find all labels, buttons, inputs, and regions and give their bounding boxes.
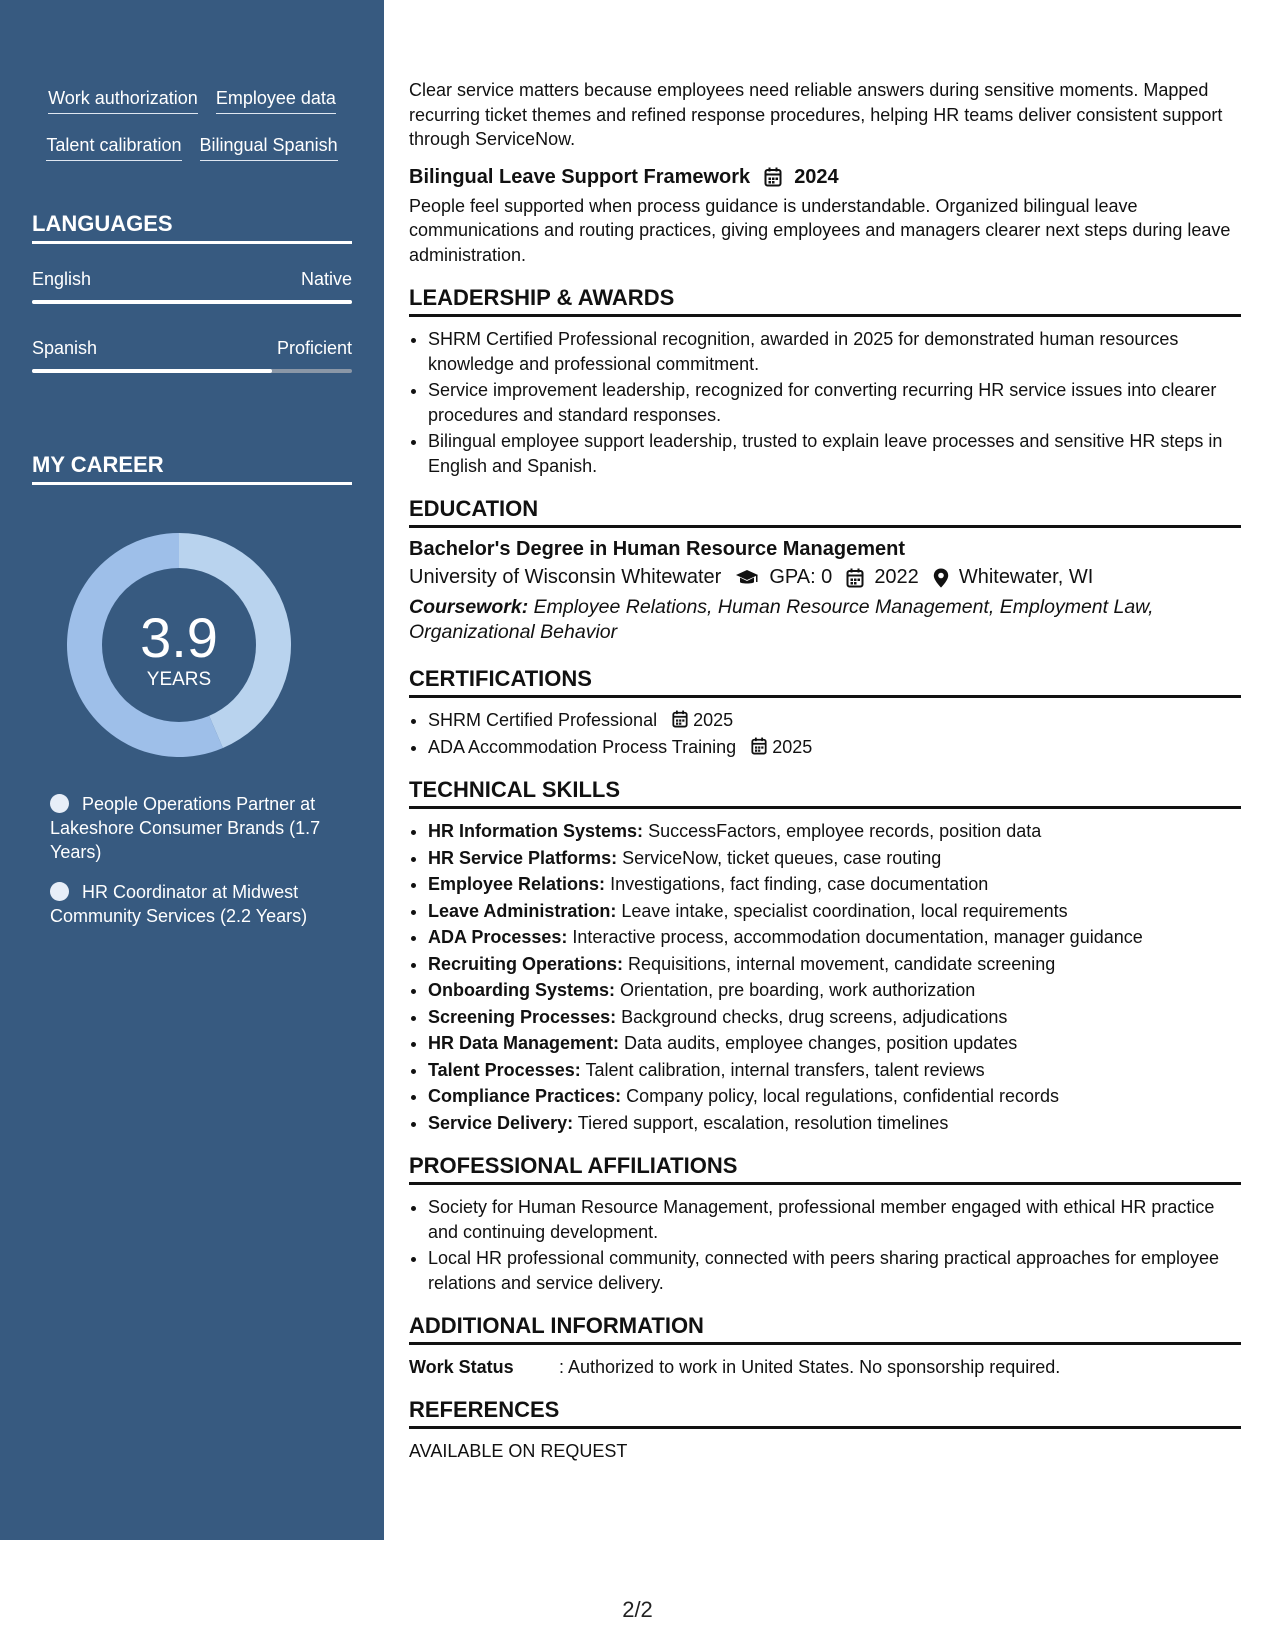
list-item: • Society for Human Resource Management, professional member engaged with ethical HR practice and continuing development. <box>428 1195 1241 1244</box>
calendar-icon <box>751 737 767 755</box>
work-status-value: : Authorized to work in United States. No sponsorship required. <box>559 1357 1061 1377</box>
language-bar-fill <box>32 369 272 373</box>
career-heading: MY CAREER <box>32 452 352 485</box>
project-title: Bilingual Leave Support Framework <box>409 165 751 188</box>
sidebar <box>0 0 384 1540</box>
school-name: University of Wisconsin Whitewater <box>409 566 722 588</box>
certifications-list <box>409 708 1241 759</box>
skill-label: HR Information Systems: <box>428 821 644 841</box>
language-item <box>32 269 352 304</box>
page-number: 2/2 <box>622 1597 653 1622</box>
skill-label: Talent Processes: <box>428 1059 581 1080</box>
skill-label: Onboarding Systems: <box>428 980 616 1000</box>
skill-item <box>428 952 1241 977</box>
skill-item <box>428 819 1241 844</box>
skill-value: Tiered support, escalation, resolution timelines <box>577 1112 949 1133</box>
skill-value: SuccessFactors, employee records, position data <box>648 821 1042 841</box>
list-item: • SHRM Certified Professional recognition, awarded in 2025 for demonstrated human resources knowledge and professional commitment. <box>428 327 1241 376</box>
certification-name: ADA Accommodation Process Training <box>428 736 737 757</box>
tag-row <box>32 133 352 161</box>
degree-title: Bachelor's Degree in Human Resource Management <box>409 538 906 560</box>
project-description: People feel supported when process guidance is understandable. Organized bilingual leave communications and routing practices, giving employees and managers clearer next steps during leave administration. <box>409 195 1231 265</box>
skill-item <box>428 978 1241 1003</box>
skill-tag: Employee data <box>216 86 336 114</box>
skill-label: ADA Processes: <box>428 927 568 947</box>
coursework <box>409 595 1241 644</box>
technical-skills-list <box>409 819 1241 1135</box>
skill-value: Background checks, drug screens, adjudications <box>621 1006 1008 1027</box>
calendar-icon <box>764 167 782 187</box>
project-year: 2024 <box>794 165 839 188</box>
skill-tags <box>32 86 352 180</box>
language-name: English <box>32 269 92 289</box>
tag-row <box>32 86 352 114</box>
technical-skills-heading: TECHNICAL SKILLS <box>409 777 1241 809</box>
career-total: 3.9 <box>140 606 218 669</box>
career-donut-chart <box>64 530 294 760</box>
list-item: • Service improvement leadership, recognized for converting recurring HR service issues into clearer procedures and standard responses. <box>428 378 1241 427</box>
references-text: AVAILABLE ON REQUEST <box>409 1441 628 1461</box>
certification-year: 2025 <box>772 736 813 757</box>
skill-tag: Work authorization <box>48 86 198 114</box>
coursework-label: Coursework: <box>409 596 529 618</box>
skill-value: ServiceNow, ticket queues, case routing <box>622 847 942 868</box>
skill-value: Orientation, pre boarding, work authorization <box>620 980 976 1000</box>
language-name: Spanish <box>32 338 98 358</box>
career-item-text: People Operations Partner at Lakeshore Consumer Brands (1.7 Years) <box>50 794 321 862</box>
skill-item <box>428 1031 1241 1056</box>
certification-item <box>428 735 1241 760</box>
language-level: Proficient <box>276 338 352 358</box>
skill-value: Data audits, employee changes, position updates <box>624 1033 1018 1053</box>
certifications-heading: CERTIFICATIONS <box>409 666 1241 698</box>
references-heading: REFERENCES <box>409 1397 1241 1429</box>
career-item <box>50 880 350 928</box>
skill-item <box>428 899 1241 924</box>
list-item: • Local HR professional community, connected with peers sharing practical approaches for employee relations and service delivery. <box>428 1246 1241 1295</box>
skill-label: Recruiting Operations: <box>428 953 624 974</box>
skill-value: Interactive process, accommodation documentation, manager guidance <box>572 927 1143 947</box>
affiliations-list <box>409 1195 1241 1295</box>
skill-label: Leave Administration: <box>428 900 617 921</box>
language-bar-fill <box>32 300 352 304</box>
skill-label: Service Delivery: <box>428 1112 574 1133</box>
skill-label: HR Data Management: <box>428 1033 620 1053</box>
work-status-row <box>409 1355 1241 1379</box>
skill-item <box>428 1005 1241 1030</box>
list-item: • Bilingual employee support leadership, trusted to explain leave processes and sensitive HR steps in English and Spanish. <box>428 429 1241 478</box>
education-details <box>409 566 1241 589</box>
certification-item <box>428 708 1241 733</box>
skill-value: Investigations, fact finding, case documentation <box>610 874 989 894</box>
map-pin-icon <box>933 568 949 588</box>
certification-year: 2025 <box>693 710 734 730</box>
calendar-icon <box>672 710 688 728</box>
coursework-list: Employee Relations, Human Resource Management, Employment Law, Organizational Behavior <box>409 596 1154 643</box>
skill-value: Requisitions, internal movement, candidate screening <box>628 953 1056 974</box>
skill-item <box>428 1058 1241 1083</box>
skill-item <box>428 872 1241 897</box>
work-status-label: Work Status <box>409 1357 514 1377</box>
intro-paragraph: Clear service matters because employees need reliable answers during sensitive moments. Mapped recurring ticket themes and refined response procedures, helping HR teams deliver consistent support through ServiceNow. <box>409 80 1223 149</box>
calendar-icon <box>846 568 864 588</box>
skill-item <box>428 1084 1241 1109</box>
skill-label: Employee Relations: <box>428 874 606 894</box>
language-bar <box>32 300 352 304</box>
language-level: Native <box>300 269 352 289</box>
graduation-year: 2022 <box>874 566 919 588</box>
skill-tag: Talent calibration <box>46 133 181 161</box>
language-bar <box>32 369 352 373</box>
affiliations-heading: PROFESSIONAL AFFILIATIONS <box>409 1153 1241 1185</box>
career-unit: YEARS <box>146 669 212 690</box>
languages-heading: LANGUAGES <box>32 211 352 244</box>
certification-name: SHRM Certified Professional <box>428 710 658 730</box>
gpa: GPA: 0 <box>769 566 833 588</box>
graduation-cap-icon <box>735 569 759 587</box>
project-title-row <box>409 166 1241 189</box>
skill-item <box>428 846 1241 871</box>
skill-label: HR Service Platforms: <box>428 847 618 868</box>
school-location: Whitewater, WI <box>958 566 1094 588</box>
career-item <box>50 792 350 864</box>
skill-value: Company policy, local regulations, confidential records <box>626 1086 1059 1106</box>
additional-info-heading: ADDITIONAL INFORMATION <box>409 1313 1241 1345</box>
main-content <box>409 78 1241 1463</box>
skill-value: Talent calibration, internal transfers, talent reviews <box>585 1059 985 1080</box>
bullet-dot-icon <box>50 794 69 813</box>
skill-value: Leave intake, specialist coordination, local requirements <box>621 900 1068 921</box>
leadership-list <box>409 327 1241 478</box>
skill-tag: Bilingual Spanish <box>200 133 338 161</box>
leadership-heading: LEADERSHIP & AWARDS <box>409 285 1241 317</box>
skill-item <box>428 1111 1241 1136</box>
bullet-dot-icon <box>50 882 69 901</box>
skill-label: Compliance Practices: <box>428 1086 622 1106</box>
career-item-text: HR Coordinator at Midwest Community Services (2.2 Years) <box>50 882 308 926</box>
skill-item <box>428 925 1241 950</box>
skill-label: Screening Processes: <box>428 1006 617 1027</box>
language-item <box>32 338 352 373</box>
education-heading: EDUCATION <box>409 496 1241 528</box>
